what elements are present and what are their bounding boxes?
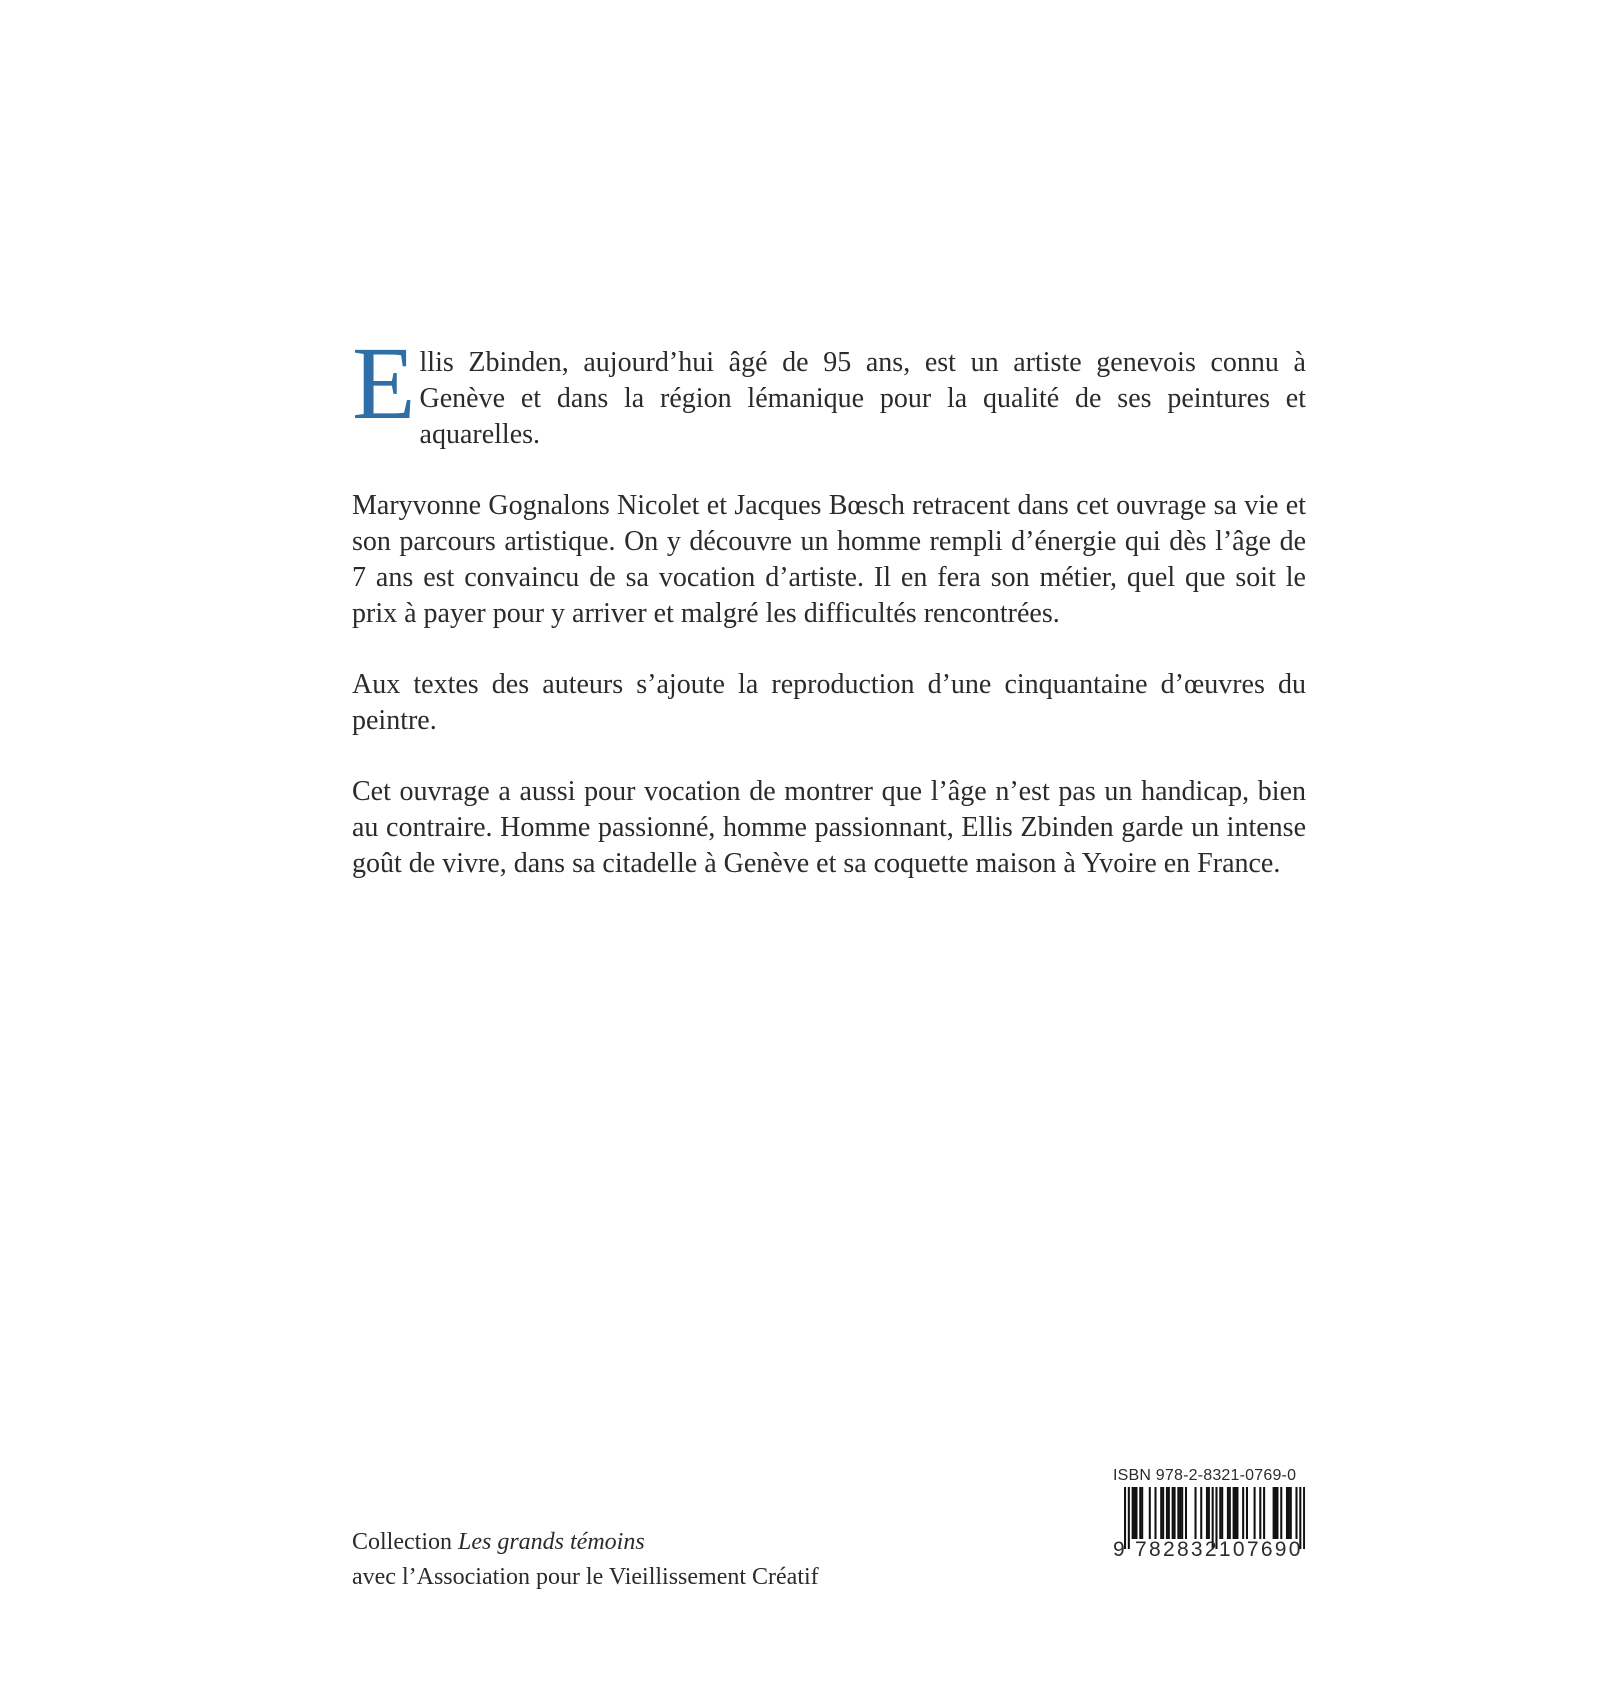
barcode-bar	[1181, 1487, 1183, 1539]
barcode-bar	[1273, 1487, 1275, 1539]
barcode-bar	[1185, 1487, 1187, 1539]
barcode-bar	[1276, 1487, 1278, 1539]
barcode-bar	[1219, 1487, 1221, 1539]
isbn-digit-first: 9	[1113, 1538, 1125, 1561]
collection-prefix: Collection	[352, 1529, 458, 1555]
barcode-bar	[1166, 1487, 1168, 1539]
barcode-bar	[1208, 1487, 1210, 1539]
barcode-bar	[1221, 1487, 1223, 1539]
barcode-bar	[1229, 1487, 1231, 1539]
barcode-bar	[1290, 1487, 1292, 1539]
collection-line	[352, 1525, 819, 1560]
isbn-barcode	[1113, 1467, 1305, 1562]
barcode-bar	[1135, 1487, 1137, 1539]
barcode-bar	[1132, 1487, 1134, 1539]
barcode-bar	[1286, 1487, 1288, 1539]
barcode-bar	[1280, 1487, 1282, 1539]
barcode-bar	[1303, 1487, 1305, 1549]
isbn-label: ISBN 978-2-8321-0769-0	[1113, 1467, 1297, 1484]
paragraph-authors: Maryvonne Gognalons Nicolet et Jacques Bœsch retracent dans cet ouvrage sa vie et son parcours artistique. On y découvre un homme rempli d’énergie qui dès l’âge de 7 ans est convaincu de sa vocation d’artiste. Il en fera son métier, quel que soit le prix à payer pour y arriver et malgré les difficultés rencontrées.	[352, 490, 1306, 629]
back-cover-text	[352, 326, 1306, 917]
paragraph-reproductions: Aux textes des auteurs s’ajoute la reproduction d’une cinquantaine d’œuvres du peintre.	[352, 669, 1306, 736]
barcode-bar	[1172, 1487, 1174, 1539]
barcode-bar	[1236, 1487, 1238, 1539]
barcode-bar	[1233, 1487, 1235, 1539]
barcode-bar	[1194, 1487, 1196, 1539]
collection-info	[352, 1525, 819, 1595]
barcode-bar	[1200, 1487, 1202, 1539]
barcode-bar	[1275, 1487, 1277, 1539]
barcode-bar	[1154, 1487, 1156, 1539]
barcode-bar	[1246, 1487, 1248, 1539]
barcode-bar	[1174, 1487, 1176, 1539]
barcode-bar	[1177, 1487, 1179, 1539]
association-line: avec l’Association pour le Vieillissement Créatif	[352, 1564, 819, 1590]
barcode-bar	[1134, 1487, 1136, 1539]
paragraph-vocation: Cet ouvrage a aussi pour vocation de montrer que l’âge n’est pas un handicap, bien au contraire. Homme passionné, homme passionnant, Ellis Zbinden garde un intense goût de vivre, dans sa citadelle à Genève et sa coquette maison à Yvoire en France.	[352, 776, 1306, 879]
collection-title: Les grands témoins	[457, 1529, 645, 1555]
barcode-bar	[1168, 1487, 1170, 1539]
intro-paragraph	[352, 326, 1306, 453]
barcode-bar	[1160, 1487, 1162, 1539]
barcode-bar	[1206, 1487, 1208, 1539]
barcode-bar	[1288, 1487, 1290, 1539]
barcode-bar	[1128, 1487, 1130, 1549]
intro-text: llis Zbinden, aujourd’hui âgé de 95 ans, est un artiste genevois connu à Genève et dans la région lémanique pour la qualité de ses peintures et aquarelles.	[419, 347, 1306, 450]
barcode-bar	[1242, 1487, 1244, 1539]
barcode-bar	[1259, 1487, 1261, 1539]
isbn-digits-rest: 782832107690	[1135, 1538, 1303, 1561]
barcode-bar	[1162, 1487, 1164, 1539]
dropcap-letter: E	[352, 326, 416, 441]
barcode-bar	[1227, 1487, 1229, 1539]
barcode-bar	[1179, 1487, 1181, 1539]
barcode-bar	[1149, 1487, 1151, 1539]
barcode-bar	[1139, 1487, 1141, 1539]
barcode-bar	[1254, 1487, 1256, 1539]
barcode-bar	[1141, 1487, 1143, 1539]
barcode-bar	[1235, 1487, 1237, 1539]
barcode-bar	[1263, 1487, 1265, 1539]
barcode-bar	[1295, 1487, 1297, 1539]
